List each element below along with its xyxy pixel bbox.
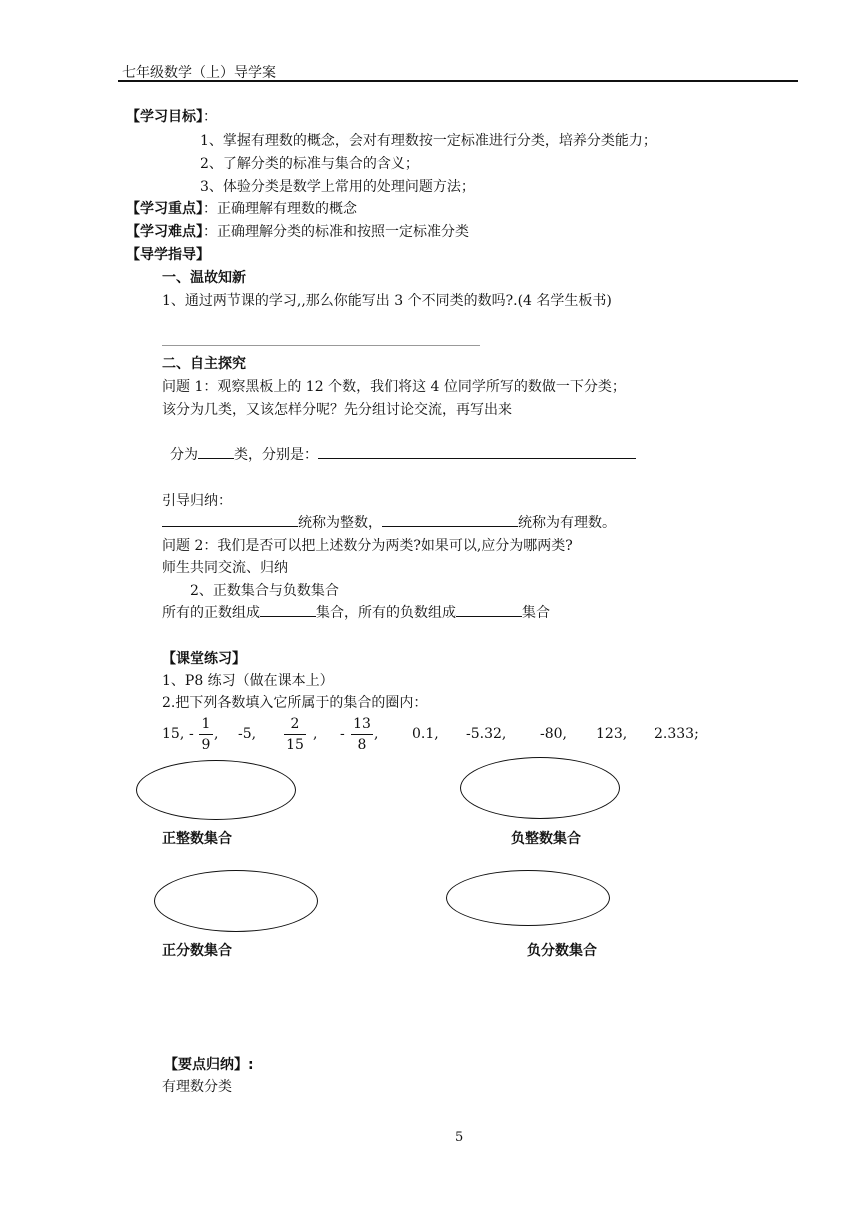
sets-b: 集合，所有的负数组成	[316, 605, 456, 621]
practice-q2: 2.把下列各数填入它所属于的集合的圈内：	[162, 695, 428, 711]
difficulty	[126, 221, 469, 241]
answer-line	[162, 345, 480, 346]
blank-positive-set[interactable]	[260, 602, 316, 617]
sets-title: 2、正数集合与负数集合	[190, 583, 339, 599]
blank-count[interactable]	[198, 444, 234, 459]
summary-label: 【要点归纳】:	[164, 1057, 254, 1073]
problem2: 问题 2：我们是否可以把上述数分为两类?如果可以,应分为哪两类?	[162, 538, 573, 554]
fraction-denominator: 8	[357, 737, 367, 753]
header-rule	[118, 80, 798, 82]
positive-fraction-set-oval[interactable]	[154, 870, 318, 932]
sets-a: 所有的正数组成	[162, 605, 260, 621]
sets-line	[162, 602, 550, 622]
practice-label: 【课堂练习】	[162, 651, 246, 667]
fraction-denominator: 15	[286, 737, 304, 753]
blank-integers[interactable]	[162, 512, 298, 527]
fraction-numerator: 1	[201, 716, 211, 732]
teacher-student: 师生共同交流、归纳	[162, 560, 288, 576]
objectives-heading	[126, 106, 217, 126]
comma: ,	[313, 726, 318, 742]
number-minus-5: -5,	[238, 726, 257, 742]
fraction-numerator: 2	[290, 716, 300, 732]
positive-integer-set-label: 正整数集合	[162, 831, 232, 847]
divide-fill-b: 类，分别是：	[234, 447, 318, 463]
page-number: 5	[455, 1130, 464, 1145]
induction-line	[162, 512, 616, 532]
number-minus-80: -80,	[540, 726, 567, 742]
fraction-one-ninth	[199, 715, 213, 754]
divide-fill-line	[170, 444, 636, 464]
fraction-numerator: 13	[353, 716, 371, 732]
blank-categories[interactable]	[318, 444, 636, 459]
problem1-line2: 该分为几类，又该怎样分呢？先分组讨论交流，再写出来	[162, 402, 512, 418]
guide-label: 【导学指导】	[126, 247, 210, 263]
section1-title: 一、温故知新	[162, 270, 246, 286]
induction-a: 统称为整数，	[298, 515, 382, 531]
objective-item: 2、了解分类的标准与集合的含义；	[200, 156, 419, 172]
fraction-two-fifteenths	[284, 715, 306, 754]
section1-question: 1、通过两节课的学习,,那么你能写出 3 个不同类的数吗?.(4 名学生板书)	[162, 293, 612, 309]
positive-fraction-set-label: 正分数集合	[162, 943, 232, 959]
key-point	[126, 198, 357, 218]
comma: ,	[374, 726, 379, 742]
number-123: 123,	[596, 726, 628, 742]
problem1-line1: 问题 1：观察黑板上的 12 个数，我们将这 4 位同学所写的数做一下分类；	[162, 379, 626, 395]
fraction-bar	[351, 734, 373, 735]
fraction-bar	[199, 734, 213, 735]
number-0-1: 0.1,	[412, 726, 439, 742]
objectives-colon: ：	[203, 109, 217, 125]
fraction-bar	[284, 734, 306, 735]
negative-fraction-set-label: 负分数集合	[527, 943, 597, 959]
sets-c: 集合	[522, 605, 550, 621]
number-2-333: 2.333;	[654, 726, 699, 742]
practice-q1: 1、P8 练习（做在课本上）	[162, 673, 334, 689]
comma: ,	[214, 726, 219, 742]
minus-sign: -	[340, 726, 345, 742]
objectives-label: 【学习目标】	[126, 109, 203, 125]
header-title: 七年级数学（上）导学案	[122, 65, 276, 81]
negative-integer-set-oval[interactable]	[460, 757, 620, 819]
key-point-text: ：正确理解有理数的概念	[203, 201, 357, 217]
divide-fill-a: 分为	[170, 447, 198, 463]
blank-negative-set[interactable]	[456, 602, 522, 617]
negative-integer-set-label: 负整数集合	[511, 831, 581, 847]
section2-title: 二、自主探究	[162, 356, 246, 372]
difficulty-text: ：正确理解分类的标准和按照一定标准分类	[203, 224, 469, 240]
induction-b: 统称为有理数。	[518, 515, 616, 531]
summary-text: 有理数分类	[162, 1079, 232, 1095]
number-15: 15,	[162, 726, 185, 742]
number-minus-5-32: -5.32,	[466, 726, 507, 742]
objective-item: 3、体验分类是数学上常用的处理问题方法；	[200, 179, 475, 195]
fraction-denominator: 9	[201, 737, 211, 753]
positive-integer-set-oval[interactable]	[136, 760, 296, 820]
minus-sign: -	[189, 726, 194, 742]
fraction-thirteen-eighths	[351, 715, 373, 754]
induction-label: 引导归纳：	[162, 493, 232, 509]
objective-item: 1、掌握有理数的概念，会对有理数按一定标准进行分类，培养分类能力；	[200, 133, 657, 149]
blank-rationals[interactable]	[382, 512, 518, 527]
negative-fraction-set-oval[interactable]	[446, 870, 610, 926]
key-point-label: 【学习重点】	[126, 201, 203, 217]
difficulty-label: 【学习难点】	[126, 224, 203, 240]
